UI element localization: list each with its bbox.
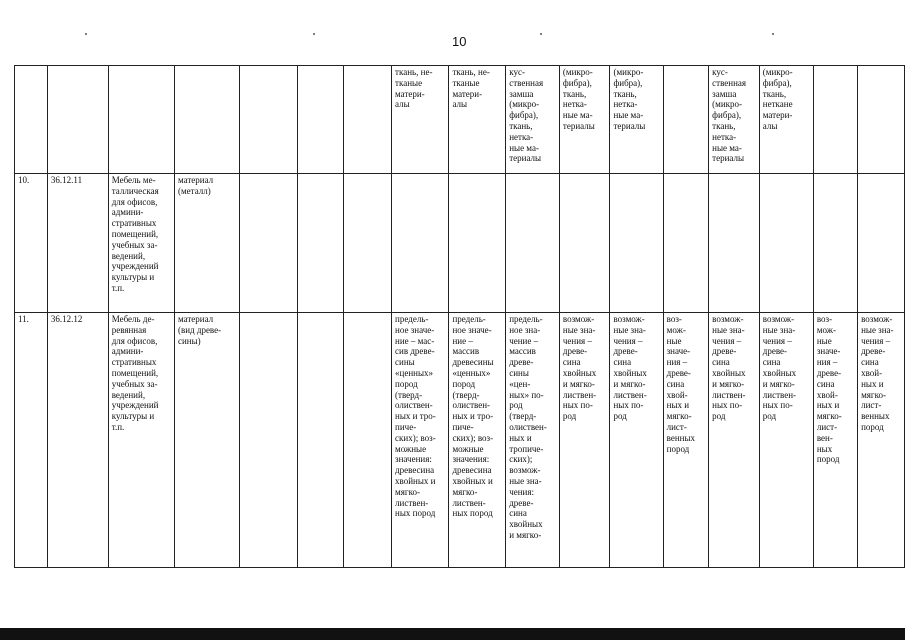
code-cell: 36.12.11 (47, 174, 108, 313)
table-cell: (микро- фибра), ткань, нетка- ные ма- териалы (559, 66, 610, 174)
table-cell (47, 66, 108, 174)
table-cell (759, 174, 813, 313)
scan-speck (540, 33, 542, 35)
table-cell: возмож- ные зна- чения – древе- сина хвойных и мягко- листвен- ных по- род (610, 313, 663, 568)
table-cell: предель- ное значе- ние – массив древесины «ценных» пород (тверд- олиствен- ных и тро- пиче- ских); воз- можные значения: древесина хвойных и мягко- листвен- ных пород (449, 313, 506, 568)
table-cell (858, 66, 905, 174)
row-number-cell: 10. (15, 174, 48, 313)
table-cell (506, 174, 560, 313)
table-cell: предель- ное зна- чение – массив древе- сины «цен- ных» по- род (тверд- олиствен- ных и тропиче- ских); возмож- ные зна- чения: древе- сина хвойных и мягко- (506, 313, 560, 568)
table-cell (709, 174, 760, 313)
table-cell (813, 174, 857, 313)
table-cell (239, 174, 298, 313)
characteristic-cell: материал (вид древе- сины) (174, 313, 239, 568)
table-cell (392, 174, 449, 313)
characteristic-cell: материал (металл) (174, 174, 239, 313)
scan-speck (85, 33, 87, 35)
table-cell (239, 66, 298, 174)
code-cell: 36.12.12 (47, 313, 108, 568)
scan-speck (772, 33, 774, 35)
table-cell: воз- мож- ные значе- ния – древе- сина хвой- ных и мягко- лист- вен- ных пород (813, 313, 857, 568)
table-cell (298, 66, 344, 174)
table-cell (343, 174, 391, 313)
page-number: 10 (452, 34, 467, 49)
table-cell (449, 174, 506, 313)
product-name-cell: Мебель де- ревянная для офисов, админи- стративных помещений, учебных за- ведений, учреждений культуры и т.п. (108, 313, 174, 568)
table-cell (239, 313, 298, 568)
scan-edge-bar (0, 628, 905, 640)
table-cell (663, 174, 709, 313)
scan-speck (313, 33, 315, 35)
table-cell: ткань, не- тканые матери- алы (392, 66, 449, 174)
table-cell: кус- ственная замша (микро- фибра), ткань, нетка- ные ма- териалы (506, 66, 560, 174)
table-cell (298, 174, 344, 313)
table-cell: (микро- фибра), ткань, нетка- ные ма- териалы (610, 66, 663, 174)
classification-table (14, 65, 905, 568)
table-cell: кус- ственная замша (микро- фибра), ткань, нетка- ные ма- териалы (709, 66, 760, 174)
table-cell (559, 174, 610, 313)
table-row (15, 174, 905, 313)
table-row (15, 313, 905, 568)
table-cell: (микро- фибра), ткань, неткане матери- алы (759, 66, 813, 174)
table-cell (813, 66, 857, 174)
table-cell: предель- ное значе- ние – мас- сив древе- сины «ценных» пород (тверд- олиствен- ных и тро- пиче- ских); воз- можные значения: древесина хвойных и мягко- листвен- ных пород (392, 313, 449, 568)
table-cell (343, 313, 391, 568)
table-cell (298, 313, 344, 568)
product-name-cell: Мебель ме- таллическая для офисов, админи- стративных помещений, учебных за- ведений, учреждений культуры и т.п. (108, 174, 174, 313)
table-cell: ткань, не- тканые матери- алы (449, 66, 506, 174)
table-cell (343, 66, 391, 174)
table-cell: воз- мож- ные значе- ния – древе- сина хвой- ных и мягко- лист- венных пород (663, 313, 709, 568)
row-number-cell: 11. (15, 313, 48, 568)
table-cell: возмож- ные зна- чения – древе- сина хвойных и мягко- листвен- ных по- род (559, 313, 610, 568)
table-cell (15, 66, 48, 174)
table-cell (858, 174, 905, 313)
table-cell: возмож- ные зна- чения – древе- сина хвой- ных и мягко- лист- венных пород (858, 313, 905, 568)
table-cell: возмож- ные зна- чения – древе- сина хвойных и мягко- листвен- ных по- род (709, 313, 760, 568)
table-cell (663, 66, 709, 174)
table-cell: возмож- ные зна- чения – древе- сина хвойных и мягко- листвен- ных по- род (759, 313, 813, 568)
table-row (15, 66, 905, 174)
table-cell (108, 66, 174, 174)
table-cell (610, 174, 663, 313)
table-cell (174, 66, 239, 174)
